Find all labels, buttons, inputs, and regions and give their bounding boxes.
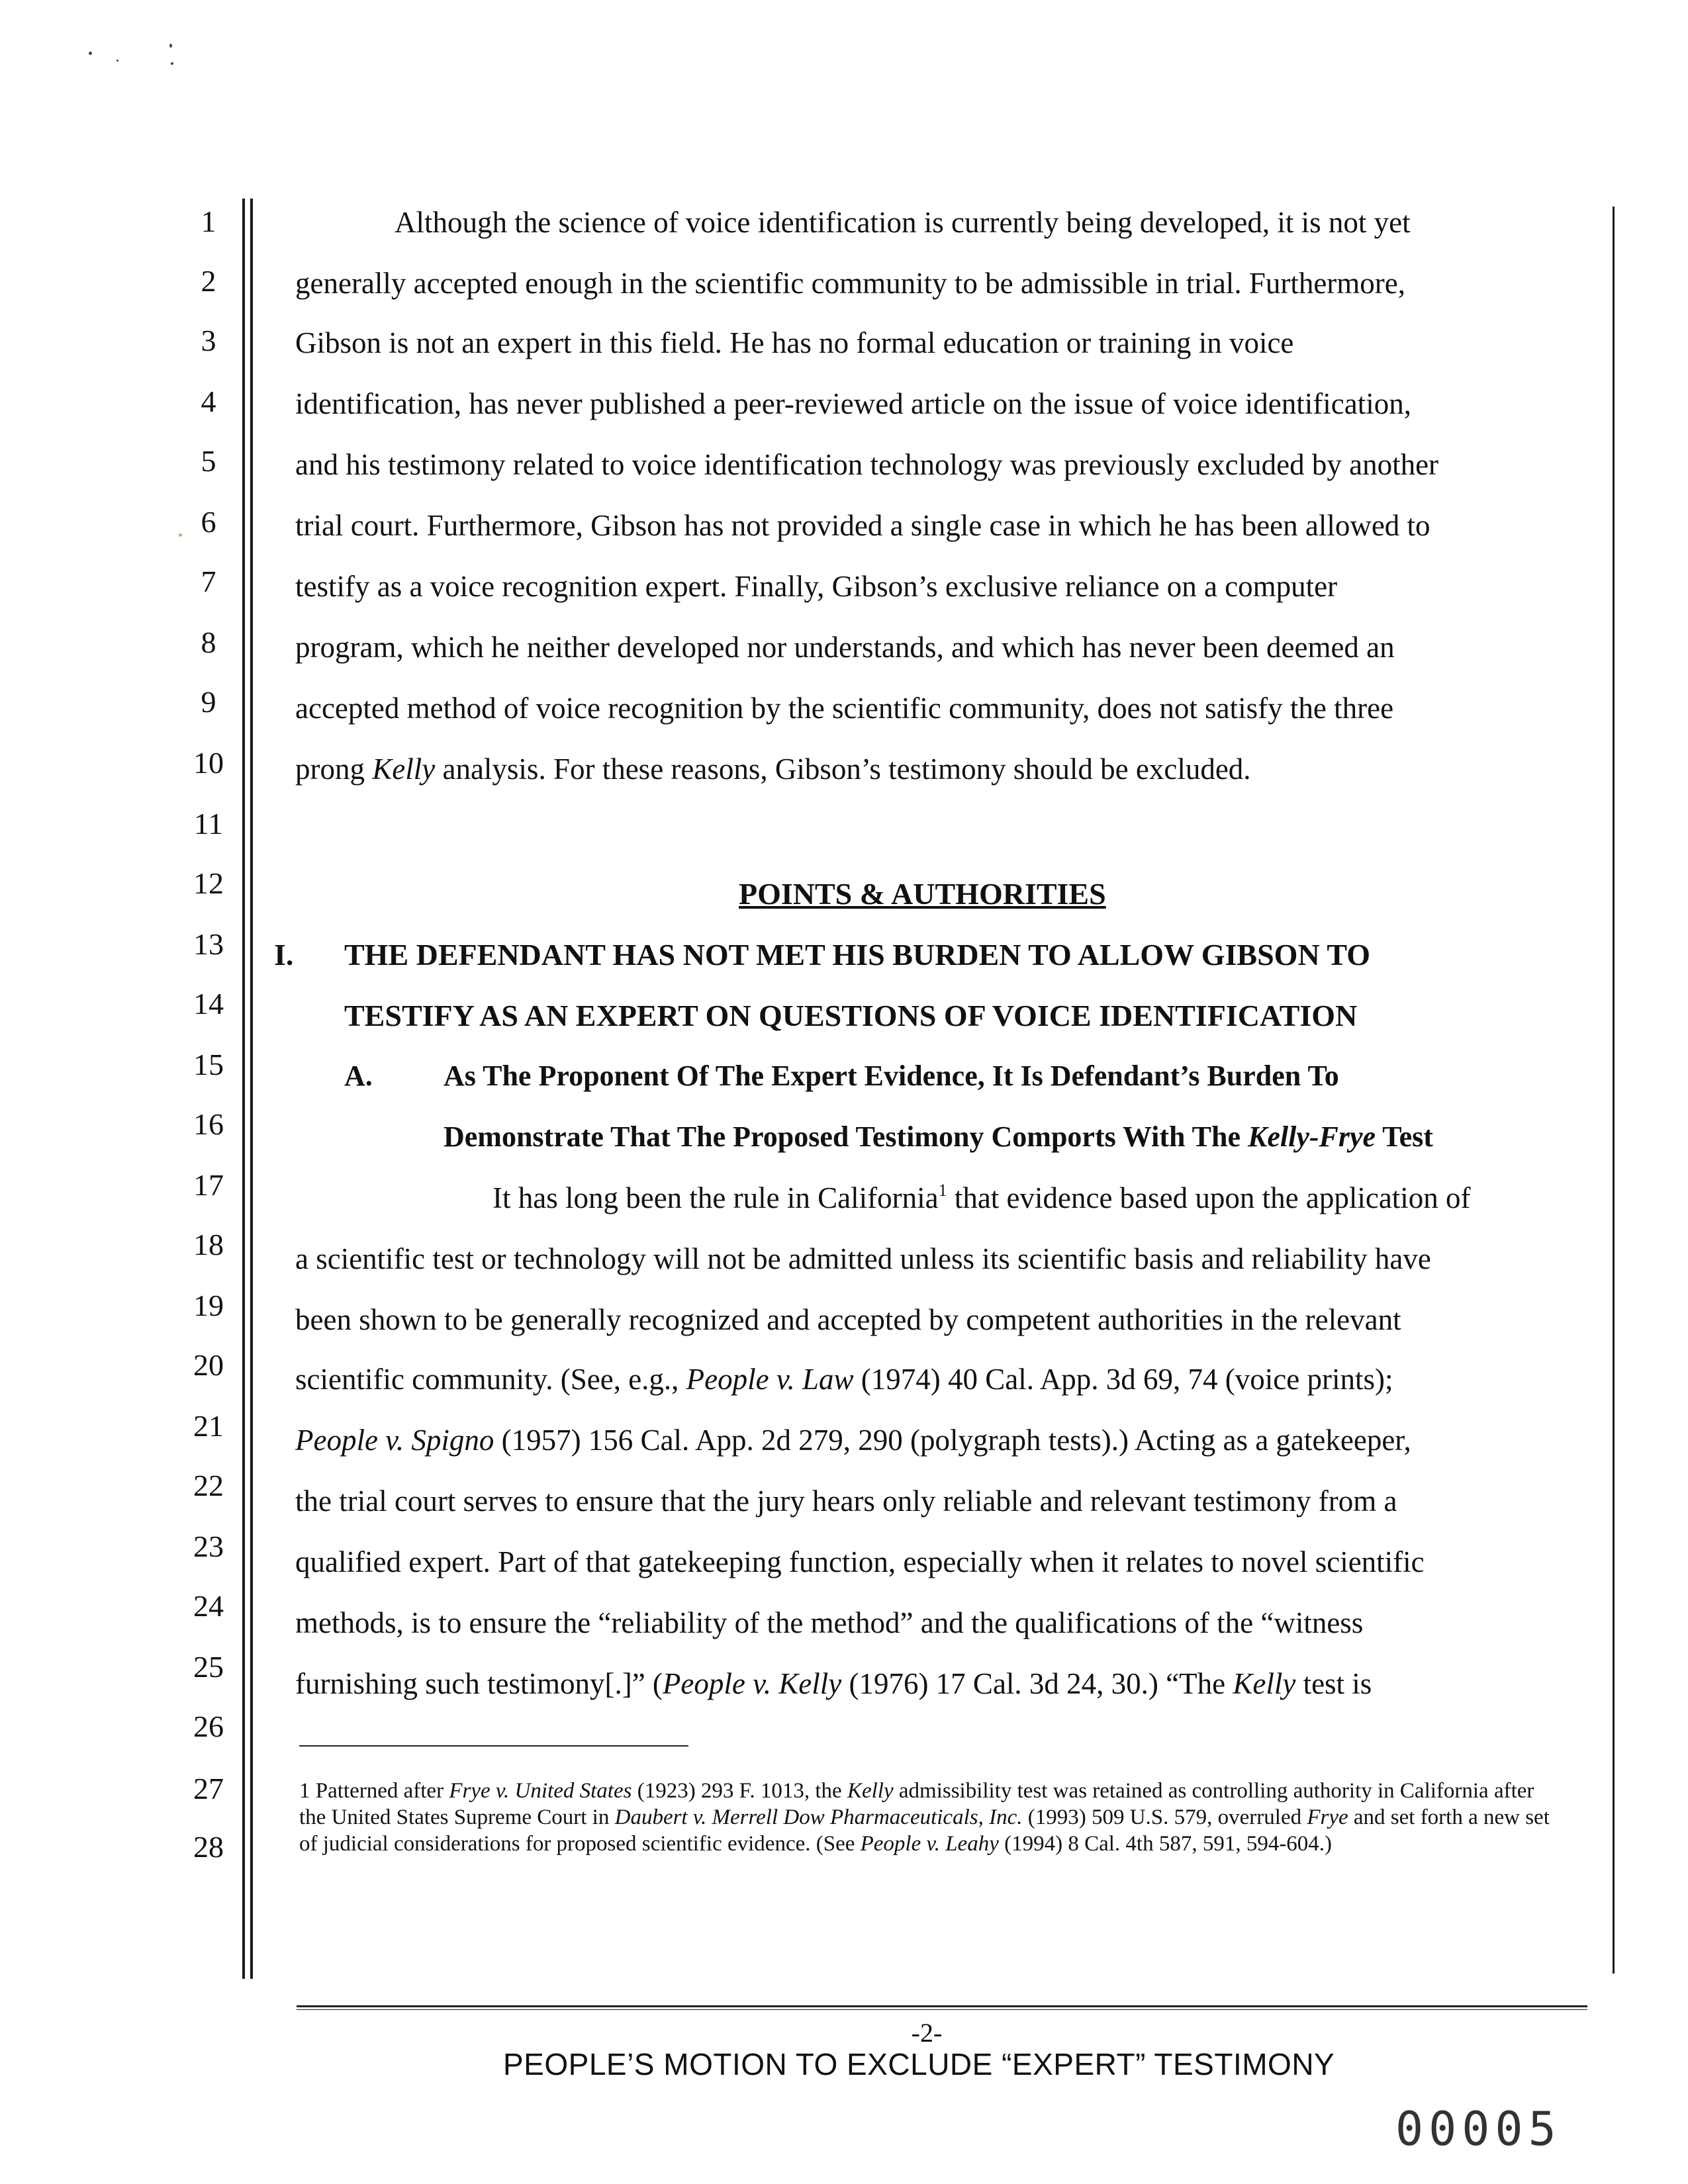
text-run: 1 Patterned after xyxy=(299,1779,449,1803)
line-number: 22 xyxy=(193,1469,224,1502)
document-title: PEOPLE’S MOTION TO EXCLUDE “EXPERT” TESTIMONY xyxy=(503,2047,1335,2081)
line-number: 5 xyxy=(201,444,216,478)
text-line: the trial court serves to ensure that the jury hears only reliable and relevant testimony from a xyxy=(295,1484,1397,1518)
text-run: (1994) 8 Cal. 4th 587, 591, 594-604.) xyxy=(998,1832,1333,1856)
text-line xyxy=(295,1669,1372,1699)
line-number: 18 xyxy=(193,1228,224,1261)
line-number: 16 xyxy=(193,1107,224,1141)
points-authorities-heading: POINTS & AUTHORITIES xyxy=(739,877,1106,911)
footnote-separator xyxy=(299,1745,688,1747)
line-number: 11 xyxy=(193,807,224,841)
line-number: 9 xyxy=(201,685,216,719)
text-line: program, which he neither developed nor understands, and which has never been deemed an xyxy=(295,631,1395,664)
case-name: Kelly xyxy=(847,1779,894,1803)
line-number: 21 xyxy=(193,1409,224,1443)
line-number: 27 xyxy=(193,1772,224,1805)
line-number: 6 xyxy=(201,505,216,539)
subsection-number: A. xyxy=(344,1060,373,1092)
text-run: It has long been the rule in California xyxy=(492,1181,939,1214)
line-number: 25 xyxy=(193,1650,224,1684)
right-margin-rule xyxy=(1613,206,1615,1974)
line-number: 19 xyxy=(193,1289,224,1322)
text-line: testify as a voice recognition expert. Finally, Gibson’s exclusive reliance on a computer xyxy=(295,570,1338,603)
text-run: (1976) 17 Cal. 3d 24, 30.) “The xyxy=(841,1667,1233,1700)
line-number: 20 xyxy=(193,1348,224,1382)
left-margin-rule-2 xyxy=(250,199,253,1979)
text-line: Although the science of voice identification is currently being developed, it is not yet xyxy=(395,206,1411,239)
text-line: qualified expert. Part of that gatekeeping function, especially when it relates to novel scientific xyxy=(295,1545,1425,1578)
line-number: 7 xyxy=(201,565,216,598)
scan-speck xyxy=(169,44,172,48)
text-line: generally accepted enough in the scientific community to be admissible in trial. Furthermore, xyxy=(295,267,1405,300)
text-run: (1957) 156 Cal. App. 2d 279, 290 (polygraph tests).) Acting as a gatekeeper, xyxy=(494,1424,1411,1457)
text-line: and his testimony related to voice identification technology was previously excluded by another xyxy=(295,448,1439,481)
line-number: 10 xyxy=(193,746,224,780)
text-run: and set forth a new set of judicial considerations for proposed scientific evidence. (See xyxy=(299,1805,1550,1856)
text-run: prong xyxy=(295,752,373,786)
line-number: 13 xyxy=(193,927,224,961)
line-number: 23 xyxy=(193,1529,224,1563)
footnote-marker: 1 xyxy=(938,1181,947,1200)
footer-rule-top xyxy=(297,2005,1587,2007)
line-number: 1 xyxy=(201,205,216,238)
left-margin-rule-1 xyxy=(242,199,245,1979)
case-name: People v. Spigno xyxy=(295,1424,494,1457)
text-line: Gibson is not an expert in this field. He has no formal education or training in voice xyxy=(295,326,1294,359)
page-number: -2- xyxy=(911,2018,943,2048)
case-name: Daubert v. Merrell Dow Pharmaceuticals, Inc. xyxy=(614,1805,1023,1829)
subsection-title-line: As The Proponent Of The Expert Evidence, It Is Defendant’s Burden To xyxy=(444,1060,1339,1092)
line-number: 26 xyxy=(193,1709,224,1743)
case-name: People v. Law xyxy=(686,1363,854,1396)
case-name: Kelly xyxy=(372,752,436,786)
bates-stamp: 00005 xyxy=(1395,2102,1562,2156)
line-number: 8 xyxy=(201,625,216,659)
case-name: People v. Leahy xyxy=(860,1832,999,1856)
scan-speck xyxy=(89,52,92,55)
text-line: identification, has never published a peer-reviewed article on the issue of voice identification, xyxy=(295,387,1411,420)
text-run: (1993) 509 U.S. 579, overruled xyxy=(1022,1805,1307,1829)
footnote-1 xyxy=(299,1778,1557,1857)
line-number: 2 xyxy=(201,264,216,298)
text-run: furnishing such testimony[.]” ( xyxy=(295,1667,663,1700)
text-line: accepted method of voice recognition by the scientific community, does not satisfy the three xyxy=(295,692,1394,725)
line-number: 12 xyxy=(193,866,224,900)
text-line: trial court. Furthermore, Gibson has not provided a single case in which he has been allowed to xyxy=(295,509,1430,542)
case-name: Frye xyxy=(1307,1805,1348,1829)
line-number: 17 xyxy=(193,1168,224,1202)
text-run: test is xyxy=(1295,1667,1372,1700)
scan-speck xyxy=(117,60,118,62)
section-title-line: THE DEFENDANT HAS NOT MET HIS BURDEN TO ALLOW GIBSON TO xyxy=(344,938,1370,972)
line-number: 15 xyxy=(193,1048,224,1081)
section-number: I. xyxy=(274,938,294,972)
text-line: a scientific test or technology will not be admitted unless its scientific basis and reliability have xyxy=(295,1242,1431,1275)
text-line xyxy=(295,1426,1411,1455)
case-name: People v. Kelly xyxy=(662,1667,842,1700)
text-run: analysis. For these reasons, Gibson’s testimony should be excluded. xyxy=(435,752,1251,786)
text-line: methods, is to ensure the “reliability of the method” and the qualifications of the “witness xyxy=(295,1606,1364,1639)
line-number: 3 xyxy=(201,324,216,357)
footer-rule-bottom xyxy=(297,2009,1587,2010)
text-run: admissibility test was retained as controlling authority in California after the United States Supreme Court in xyxy=(299,1779,1534,1829)
text-run: (1923) 293 F. 1013, the xyxy=(632,1779,847,1803)
case-name: Frye v. United States xyxy=(449,1779,632,1803)
text-line xyxy=(492,1183,1471,1213)
text-line xyxy=(295,754,1251,784)
text-line xyxy=(295,1365,1393,1394)
text-run: Test xyxy=(1376,1120,1433,1153)
text-line: been shown to be generally recognized and accepted by competent authorities in the relevant xyxy=(295,1303,1401,1336)
text-run: that evidence based upon the application of xyxy=(947,1181,1471,1214)
section-title-line: TESTIFY AS AN EXPERT ON QUESTIONS OF VOICE IDENTIFICATION xyxy=(344,999,1358,1032)
scan-speck xyxy=(171,62,173,65)
line-number: 4 xyxy=(201,385,216,418)
text-run: Demonstrate That The Proposed Testimony Comports With The xyxy=(444,1120,1248,1153)
case-name: Kelly xyxy=(1233,1667,1296,1700)
case-name: Kelly-Frye xyxy=(1248,1120,1376,1153)
text-run: scientific community. (See, e.g., xyxy=(295,1363,686,1396)
line-number: 28 xyxy=(193,1830,224,1864)
line-number: 24 xyxy=(193,1589,224,1623)
scan-speck xyxy=(179,533,182,537)
subsection-title-line xyxy=(444,1122,1433,1152)
text-run: (1974) 40 Cal. App. 3d 69, 74 (voice prints); xyxy=(853,1363,1393,1396)
line-number: 14 xyxy=(193,987,224,1021)
